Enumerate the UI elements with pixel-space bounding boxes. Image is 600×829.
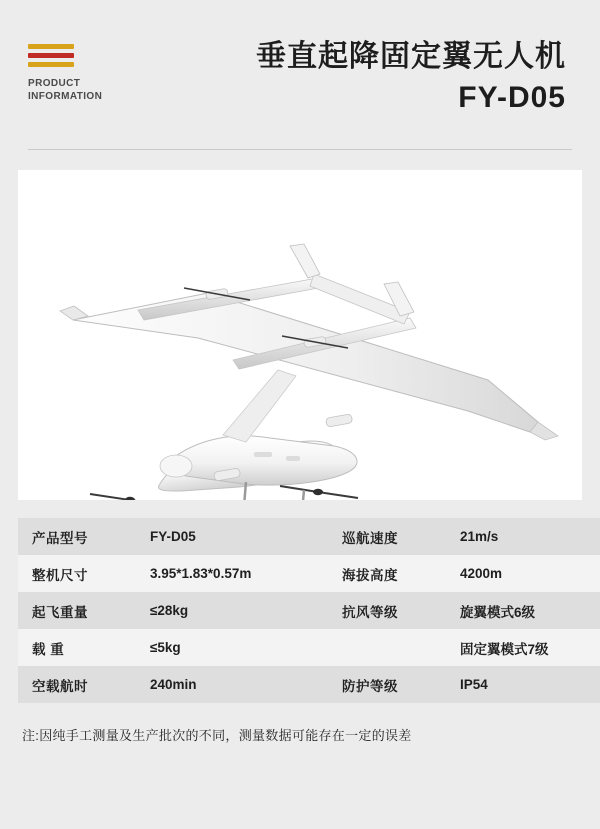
spec-label: 空载航时 [18, 666, 136, 703]
spec-value-2: 固定翼模式7级 [446, 629, 600, 666]
spec-value-2: 4200m [446, 555, 600, 592]
header-divider [28, 149, 572, 150]
spec-label: 产品型号 [18, 518, 136, 555]
spec-label-2: 防护等级 [328, 666, 446, 703]
page-header [0, 0, 600, 150]
product-image-panel [18, 170, 582, 500]
table-row [18, 592, 600, 629]
spec-value: 240min [136, 666, 328, 703]
spec-label-2: 抗风等级 [328, 592, 446, 629]
spec-value-2: 旋翼模式6级 [446, 592, 600, 629]
spec-label-2: 巡航速度 [328, 518, 446, 555]
spec-value: ≤28kg [136, 592, 328, 629]
spec-value: ≤5kg [136, 629, 328, 666]
spec-value-2: 21m/s [446, 518, 600, 555]
spec-label: 起飞重量 [18, 592, 136, 629]
spec-label: 载 重 [18, 629, 136, 666]
title-block [140, 0, 572, 118]
table-row [18, 629, 600, 666]
drone-illustration [18, 170, 582, 500]
brand-block [28, 0, 140, 103]
table-row [18, 518, 600, 555]
spec-value: FY-D05 [136, 518, 328, 555]
spec-value-2: IP54 [446, 666, 600, 703]
product-model-title: FY-D05 [458, 81, 566, 114]
brand-line-1: PRODUCT [28, 78, 81, 89]
table-row [18, 555, 600, 592]
spec-label-2: 海拔高度 [328, 555, 446, 592]
table-row [18, 666, 600, 703]
brand-bars-icon [28, 44, 74, 67]
brand-text [28, 77, 140, 103]
page-title: 垂直起降固定翼无人机 [256, 40, 566, 73]
spec-label-2 [328, 629, 446, 666]
measurement-note: 注:因纯手工测量及生产批次的不同，测量数据可能存在一定的误差 [22, 728, 412, 743]
brand-line-2: INFORMATION [28, 91, 103, 102]
spec-label: 整机尺寸 [18, 555, 136, 592]
spec-value: 3.95*1.83*0.57m [136, 555, 328, 592]
specifications-table [18, 518, 600, 703]
